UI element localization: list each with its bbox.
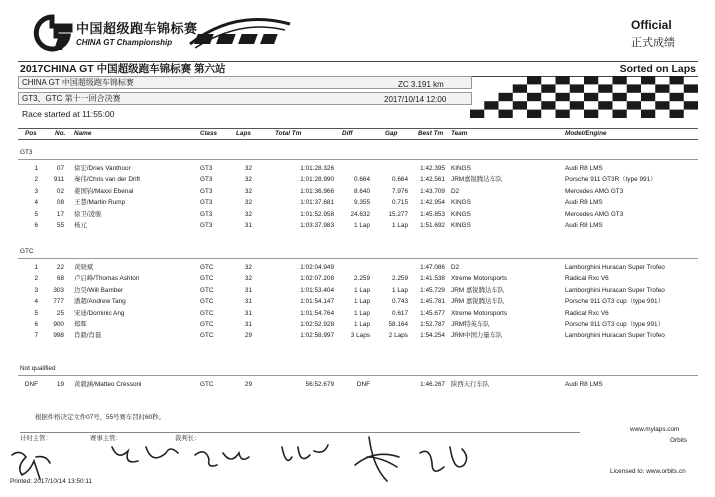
cell-name: 肖毅/肖磊 — [74, 332, 102, 340]
cell-no: 68 — [56, 275, 64, 283]
checker-square — [513, 84, 527, 92]
cell-diff: 1 Lap — [354, 222, 370, 229]
cell-total: 1:02:52.928 — [300, 321, 334, 328]
cell-model: Audi R8 LMS — [565, 165, 603, 172]
cell-class: GTC — [200, 309, 214, 317]
cell-model: Audi R8 LMS — [565, 199, 603, 207]
cell-team: JRM特英车队 — [451, 321, 490, 328]
checker-square — [670, 76, 684, 84]
cell-name: 宋迪/Dominic Ang — [74, 309, 125, 317]
col-model: Model/Engine — [565, 130, 607, 137]
cell-name: 徐卫/凌骏 — [74, 210, 102, 218]
cell-best: 1:42.395 — [420, 165, 445, 172]
cell-class: GT3 — [200, 210, 213, 218]
official-cn-label: 正式成绩 — [631, 37, 675, 49]
section-rule — [18, 159, 698, 160]
checker-square — [527, 93, 541, 101]
cell-team: Xtreme Motorsports — [451, 309, 508, 317]
cell-class: GTC — [200, 298, 214, 306]
cell-total: 1:03:37.983 — [300, 222, 334, 229]
cell-best: 1:43.709 — [420, 187, 445, 195]
section-label: Not qualified — [20, 365, 56, 372]
cell-name: 郑晖 — [74, 321, 87, 328]
cell-gap: 0.664 — [392, 176, 408, 184]
cell-laps: 32 — [244, 176, 252, 184]
cell-diff: 1 Lap — [354, 298, 370, 306]
cell-total: 1:02:58.997 — [300, 332, 334, 340]
checker-square — [655, 101, 669, 109]
cell-model: Mercedes AMG GT3 — [565, 187, 624, 195]
website-text: www.mylaps.com — [630, 426, 680, 433]
cell-diff: 1 Lap — [354, 286, 370, 294]
cell-laps: 29 — [244, 332, 252, 340]
cell-total: 1:01:28.990 — [300, 176, 334, 184]
cell-total: 1:01:37.681 — [300, 199, 334, 207]
cell-diff: 9.355 — [354, 199, 370, 207]
checker-square — [470, 110, 484, 118]
checker-square — [613, 93, 627, 101]
cell-pos: 1 — [34, 165, 38, 172]
header-bottom-rule — [18, 139, 698, 140]
col-diff: Diff — [342, 130, 353, 137]
cell-pos: 2 — [34, 275, 38, 283]
cell-team: D2 — [451, 187, 460, 195]
cell-class: GTC — [200, 264, 214, 271]
cell-team: D2 — [451, 264, 460, 271]
cell-class: GT3 — [200, 199, 213, 207]
cell-no: 02 — [56, 187, 64, 195]
cell-laps: 32 — [244, 210, 252, 218]
cell-gap: 7.976 — [392, 187, 408, 195]
gt-logo-icon — [30, 14, 74, 52]
checker-square — [670, 110, 684, 118]
cell-laps: 31 — [244, 286, 252, 294]
cell-total: 1:01:53.404 — [300, 286, 334, 294]
cell-model: Porsche 911 GT3R（type 991） — [565, 176, 657, 184]
col-total-tm: Total Tm — [275, 130, 302, 137]
cell-no: 55 — [56, 222, 64, 229]
cell-model: Mercedes AMG GT3 — [565, 210, 624, 218]
checker-square — [584, 76, 598, 84]
checker-square — [627, 101, 641, 109]
steward-label: 赛事主管： — [90, 435, 122, 442]
director-label: 裁判长： — [175, 435, 201, 442]
cell-class: GTC — [200, 332, 214, 340]
official-stamp — [631, 18, 675, 50]
checker-square — [570, 101, 584, 109]
cell-no: 900 — [53, 321, 64, 328]
cell-diff: 24.632 — [350, 210, 370, 218]
cell-pos: 2 — [34, 176, 38, 184]
checker-square — [613, 76, 627, 84]
cell-pos: 5 — [34, 309, 38, 317]
cell-diff: DNF — [356, 381, 370, 388]
cell-diff: 3 Laps — [350, 332, 370, 340]
cell-total: 1:01:54.147 — [300, 298, 334, 306]
cell-name: 姜国钧/Maxxi Ebenal — [74, 187, 134, 195]
cell-no: 07 — [56, 165, 64, 172]
cell-best: 1:54.254 — [420, 332, 445, 340]
cell-best: 1:46.267 — [420, 381, 445, 388]
cell-model: Porsche 911 GT3 cup（type 991） — [565, 298, 664, 306]
cell-model: Radical Rxc V6 — [565, 309, 609, 317]
cell-best: 1:47.086 — [420, 264, 445, 271]
licensed-text: Licensed to: www.orbits.cn — [610, 468, 686, 475]
checker-square — [499, 110, 513, 118]
section-label: GT3 — [20, 149, 33, 156]
cell-class: GT3 — [200, 187, 213, 195]
checker-square — [556, 76, 570, 84]
cell-laps: 32 — [244, 187, 252, 195]
cell-best: 1:45.729 — [420, 286, 445, 294]
cell-laps: 32 — [244, 165, 252, 172]
checker-square — [627, 84, 641, 92]
header-top-rule — [18, 128, 698, 129]
cell-laps: 29 — [244, 381, 252, 388]
cell-gap: 1 Lap — [392, 286, 408, 294]
cell-no: 911 — [53, 176, 64, 184]
checker-square — [598, 101, 612, 109]
cell-laps: 32 — [244, 264, 252, 271]
cell-model: Audi R8 LMS — [565, 222, 603, 229]
cell-laps: 31 — [244, 321, 252, 328]
timekeeper-label: 计时主管： — [20, 435, 52, 442]
cell-team: KINGS — [451, 222, 471, 229]
section-label: GTC — [20, 248, 34, 255]
cell-team: JRM 嘉锐腾达车队 — [451, 286, 505, 294]
checker-square — [556, 93, 570, 101]
race-started: Race started at 11:55:00 — [22, 109, 115, 119]
cell-gap: 15.277 — [388, 210, 408, 218]
section-rule — [18, 375, 698, 376]
cell-diff: 1 Lap — [354, 309, 370, 317]
cell-name: 黄毅涵/Matteo Cressoni — [74, 381, 142, 388]
cell-no: 22 — [56, 264, 64, 271]
checker-square — [613, 110, 627, 118]
cell-gap: 0.617 — [392, 309, 408, 317]
session-name: GT3、GTC 第十一回合决赛 — [22, 94, 121, 103]
cell-team: JRM中国力量车队 — [451, 332, 503, 340]
cell-pos: 4 — [34, 298, 38, 306]
cell-class: GTC — [200, 321, 214, 328]
cell-model: Audi R8 LMS — [565, 381, 603, 388]
checker-square — [556, 110, 570, 118]
cell-name: 秦伟/Chris van der Drift — [74, 176, 141, 184]
cell-pos: 6 — [34, 321, 38, 328]
cell-best: 1:45.853 — [420, 210, 445, 218]
checker-square — [641, 76, 655, 84]
cell-gap: 1 Lap — [392, 222, 408, 229]
cell-team: KINGS — [451, 199, 471, 207]
cell-laps: 31 — [244, 222, 252, 229]
cell-no: 998 — [53, 332, 64, 340]
camf-logo-icon — [185, 14, 295, 56]
cell-pos: 4 — [34, 199, 38, 207]
checker-square — [484, 101, 498, 109]
col-class: Class — [200, 130, 218, 137]
cell-no: 17 — [56, 210, 64, 218]
cell-total: 1:01:36.966 — [300, 187, 334, 195]
section-rule — [18, 258, 698, 259]
orbits-text: Orbits — [670, 437, 688, 444]
event-title-bar — [18, 61, 698, 77]
event-title: 2017CHINA GT 中国超级跑车锦标赛 第六站 — [20, 63, 226, 75]
checkered-flag-icon — [470, 76, 698, 118]
checker-square — [570, 84, 584, 92]
china-gt-logo — [30, 14, 198, 56]
checker-square — [499, 93, 513, 101]
cell-diff: 2.259 — [354, 275, 370, 283]
col-laps: Laps — [236, 130, 251, 137]
track-length: ZC 3.191 km — [398, 80, 444, 89]
cell-total: 1:01:28.326 — [300, 165, 334, 172]
cell-pos: 3 — [34, 187, 38, 195]
cell-diff: 0.664 — [354, 176, 370, 184]
cell-no: 08 — [56, 199, 64, 207]
cell-best: 1:51.692 — [420, 222, 445, 229]
cell-team: Xtreme Motorsports — [451, 275, 508, 283]
cell-team: KINGS — [451, 165, 471, 172]
cell-laps: 31 — [244, 298, 252, 306]
cell-best: 1:52.787 — [420, 321, 445, 328]
cell-model: Radical Rxc V6 — [565, 275, 609, 283]
col-name: Name — [74, 130, 92, 137]
cell-no: 25 — [56, 309, 64, 317]
cell-gap: 2 Laps — [388, 332, 408, 340]
checker-square — [598, 84, 612, 92]
cell-pos: 7 — [34, 332, 38, 340]
cell-model: Lamborghini Huracan Super Trofeo — [565, 264, 665, 271]
cell-best: 1:42.954 — [420, 199, 445, 207]
col-best-tm: Best Tm — [418, 130, 444, 137]
cell-total: 1:02:04.949 — [300, 264, 334, 271]
cell-gap: 58.164 — [388, 321, 408, 328]
col-pos: Pos — [25, 130, 37, 137]
cell-name: 王慧/Martin Rump — [74, 199, 126, 207]
checker-square — [670, 93, 684, 101]
logo-en-text: CHINA GT Championship — [76, 38, 173, 47]
official-label: Official — [631, 18, 672, 32]
cell-name: 潘超/Andrew Tang — [74, 298, 126, 306]
cell-best: 1:41.538 — [420, 275, 445, 283]
cell-total: 1:02:07.208 — [300, 275, 334, 283]
cell-name: 黄晓斌 — [74, 264, 94, 271]
cell-pos: 6 — [34, 222, 38, 229]
cell-name: 边昊/Will Bamber — [74, 286, 123, 294]
cell-laps: 32 — [244, 275, 252, 283]
cell-team: 陕西天行车队 — [451, 381, 490, 388]
cell-model: Lamborghini Huracan Super Trofeo — [565, 332, 665, 340]
col-team: Team — [451, 130, 468, 137]
cell-pos: 3 — [34, 286, 38, 294]
logo-cn-text: 中国超级跑车锦标赛 — [76, 21, 198, 36]
cell-best: 1:45.781 — [420, 298, 445, 306]
cell-no: 303 — [53, 286, 64, 294]
checker-square — [527, 110, 541, 118]
cell-diff: 1 Lap — [354, 321, 370, 328]
cell-model: Lamborghini Huracan Super Trofeo — [565, 286, 665, 294]
cell-best: 1:42.561 — [420, 176, 445, 184]
cell-pos: 5 — [34, 210, 38, 218]
signatures-image — [0, 425, 560, 495]
cell-pos: DNF — [24, 381, 38, 388]
checker-square — [684, 84, 698, 92]
cell-class: GTC — [200, 381, 214, 388]
cell-team: JRM 嘉锐腾达车队 — [451, 298, 505, 306]
cell-laps: 32 — [244, 199, 252, 207]
cell-no: 777 — [53, 298, 64, 306]
checker-square — [541, 84, 555, 92]
cell-class: GT3 — [200, 222, 213, 229]
cell-class: GT3 — [200, 176, 213, 184]
checker-square — [655, 84, 669, 92]
sort-label: Sorted on Laps — [619, 63, 696, 75]
cell-total: 56:52.679 — [305, 381, 334, 388]
cell-gap: 0.743 — [392, 298, 408, 306]
series-name: CHINA GT 中国超级跑车锦标赛 — [22, 78, 134, 87]
cell-model: Porsche 911 GT3 cup（type 991） — [565, 321, 664, 328]
cell-pos: 1 — [34, 264, 38, 271]
checker-square — [584, 93, 598, 101]
checker-square — [541, 101, 555, 109]
cell-diff: 8.640 — [354, 187, 370, 195]
cell-class: GTC — [200, 275, 214, 283]
checker-square — [684, 101, 698, 109]
col-no: No. — [55, 130, 66, 137]
printed-timestamp: Printed: 2017/10/14 13:50:11 — [10, 478, 92, 485]
checker-square — [584, 110, 598, 118]
checker-square — [641, 93, 655, 101]
cell-total: 1:01:54.764 — [300, 309, 334, 317]
cell-total: 1:01:52.958 — [300, 210, 334, 218]
cell-team: KINGS — [451, 210, 471, 218]
cell-class: GTC — [200, 286, 214, 294]
cell-name: 徐宏/Dries Vanthoor — [74, 165, 131, 172]
cell-team: JRM嘉锐腾达车队 — [451, 176, 503, 184]
checker-square — [513, 101, 527, 109]
cell-best: 1:45.677 — [420, 309, 445, 317]
cell-name: 杨元 — [74, 222, 87, 229]
cell-laps: 31 — [244, 309, 252, 317]
col-gap: Gap — [385, 130, 398, 137]
cell-name: 卢启峰/Thomas Ashton — [74, 275, 140, 283]
cell-class: GT3 — [200, 165, 213, 172]
cell-no: 19 — [56, 381, 64, 388]
cell-gap: 2.259 — [392, 275, 408, 283]
penalty-note: 根据件格决定文件07号、55号赛车罚时60秒。 — [35, 414, 165, 421]
checker-square — [641, 110, 655, 118]
cell-gap: 0.715 — [392, 199, 408, 207]
session-datetime: 2017/10/14 12:00 — [384, 95, 447, 104]
checker-square — [527, 76, 541, 84]
